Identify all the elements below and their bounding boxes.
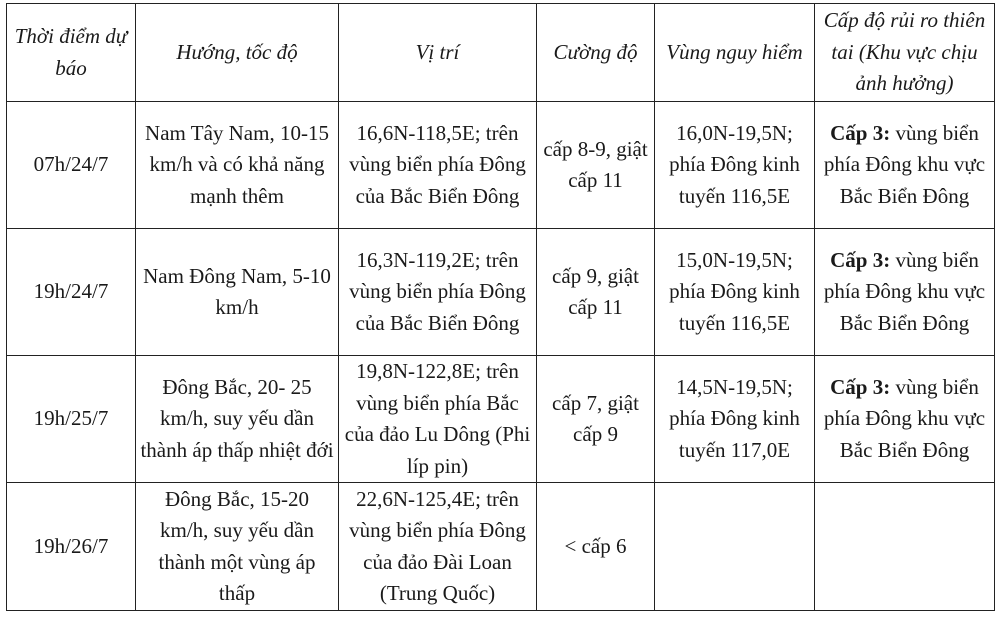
- header-intensity: Cường độ: [537, 4, 655, 102]
- cell-position: 16,3N-119,2E; trên vùng biển phía Đông của Bắc Biển Đông: [339, 229, 537, 356]
- cell-direction: Đông Bắc, 20- 25 km/h, suy yếu dần thành áp thấp nhiệt đới: [136, 356, 339, 483]
- table-row: [7, 483, 995, 611]
- header-row: [7, 4, 995, 102]
- risk-area-text: vùng biển phía Đông khu vực Bắc Biển Đông: [823, 120, 986, 208]
- header-risk-level: Cấp độ rủi ro thiên tai (Khu vực chịu ảnh hưởng): [815, 4, 995, 102]
- cell-direction: Nam Tây Nam, 10-15 km/h và có khả năng mạnh thêm: [136, 102, 339, 229]
- risk-level-label: Cấp 3:: [830, 374, 891, 399]
- header-direction-speed: Hướng, tốc độ: [136, 4, 339, 102]
- forecast-table: [6, 3, 995, 611]
- header-danger-zone: Vùng nguy hiểm: [655, 4, 815, 102]
- cell-risk: [815, 229, 995, 356]
- risk-area-text: vùng biển phía Đông khu vực Bắc Biển Đông: [823, 247, 986, 335]
- cell-intensity: cấp 8-9, giật cấp 11: [537, 102, 655, 229]
- table-row: [7, 356, 995, 483]
- table-row: [7, 229, 995, 356]
- cell-intensity: cấp 9, giật cấp 11: [537, 229, 655, 356]
- risk-area-text: vùng biển phía Đông khu vực Bắc Biển Đông: [823, 374, 986, 462]
- risk-level-label: Cấp 3:: [830, 120, 891, 145]
- cell-danger-zone: [655, 483, 815, 611]
- header-position: Vị trí: [339, 4, 537, 102]
- cell-direction: Đông Bắc, 15-20 km/h, suy yếu dần thành một vùng áp thấp: [136, 483, 339, 611]
- cell-risk: [815, 102, 995, 229]
- cell-position: 16,6N-118,5E; trên vùng biển phía Đông của Bắc Biển Đông: [339, 102, 537, 229]
- cell-danger-zone: 14,5N-19,5N; phía Đông kinh tuyến 117,0E: [655, 356, 815, 483]
- risk-level-label: Cấp 3:: [830, 247, 891, 272]
- cell-danger-zone: 16,0N-19,5N; phía Đông kinh tuyến 116,5E: [655, 102, 815, 229]
- cell-position: 22,6N-125,4E; trên vùng biển phía Đông của đảo Đài Loan (Trung Quốc): [339, 483, 537, 611]
- cell-time: 19h/26/7: [7, 483, 136, 611]
- cell-position: 19,8N-122,8E; trên vùng biển phía Bắc của đảo Lu Dông (Phi líp pin): [339, 356, 537, 483]
- header-forecast-time: Thời điểm dự báo: [7, 4, 136, 102]
- cell-risk: [815, 483, 995, 611]
- table-row: [7, 102, 995, 229]
- cell-time: 07h/24/7: [7, 102, 136, 229]
- cell-time: 19h/25/7: [7, 356, 136, 483]
- cell-intensity: < cấp 6: [537, 483, 655, 611]
- cell-direction: Nam Đông Nam, 5-10 km/h: [136, 229, 339, 356]
- cell-risk: [815, 356, 995, 483]
- cell-danger-zone: 15,0N-19,5N; phía Đông kinh tuyến 116,5E: [655, 229, 815, 356]
- cell-intensity: cấp 7, giật cấp 9: [537, 356, 655, 483]
- cell-time: 19h/24/7: [7, 229, 136, 356]
